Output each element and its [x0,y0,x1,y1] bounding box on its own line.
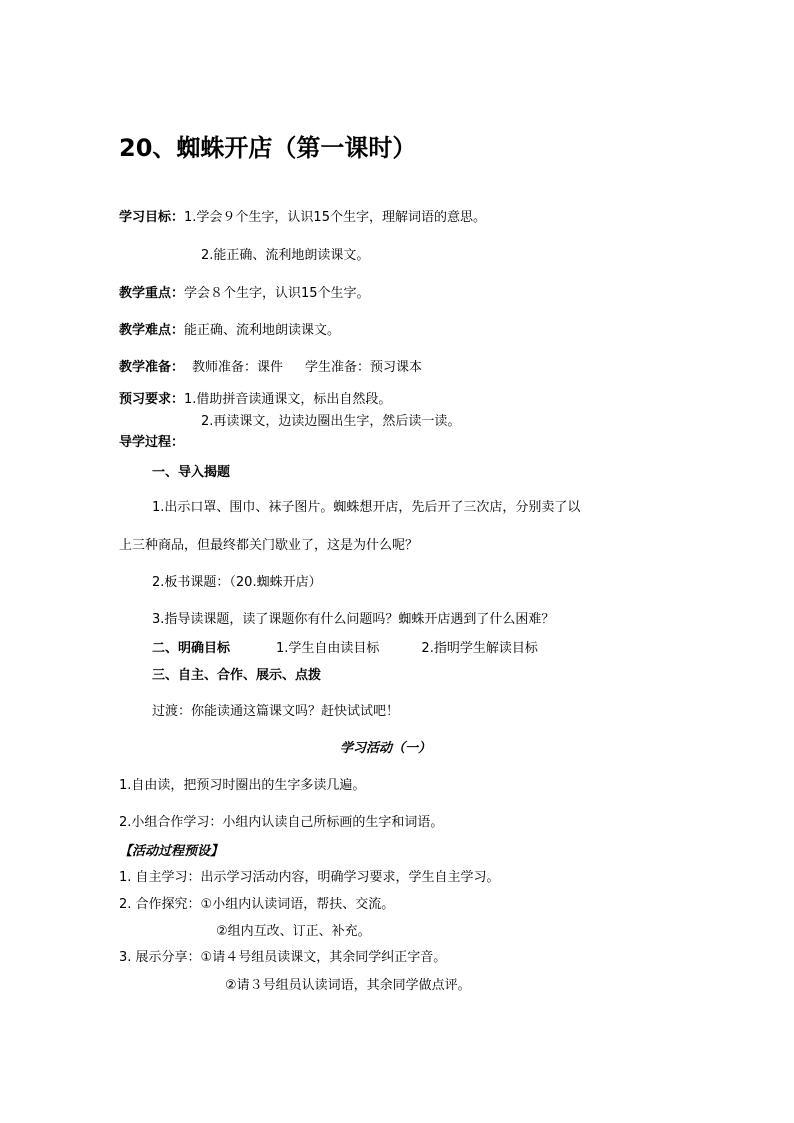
activity-preset-label: 【活动过程预设】 [119,844,224,859]
preparation-label: 教学准备： [119,360,185,375]
section2-item-1: 1.学生自由读目标 [276,641,380,656]
preparation-student: 学生准备：预习课本 [305,360,423,375]
preview-item-1: 1.借助拼音读通课文，标出自然段。 [184,392,392,407]
activity-title: 学习活动（一） [340,741,432,756]
preparation-row [119,356,422,375]
section2-item-2: 2.指明学生解读目标 [421,641,538,656]
preset-step-3b: ②请３号组员认读词语，其余同学做点评。 [225,978,471,993]
key-points-row [119,282,370,301]
objectives-label: 学习目标： [119,210,185,225]
key-points-text: 学会８个生字，认识15个生字。 [184,286,370,301]
preview-item-2: 2.再读课文，边读边圈出生字，然后读一读。 [201,414,461,429]
preparation-teacher: 教师准备：课件 [192,360,284,375]
section3-transition: 过渡：你能读通这篇课文吗？赶快试试吧！ [152,704,400,719]
section1-paragraph-1b: 上三种商品，但最终都关门歇业了，这是为什么呢？ [119,538,419,553]
difficulties-label: 教学难点： [119,323,185,338]
preview-label: 预习要求： [119,392,185,407]
section1-paragraph-2: 2.板书课题：（20.蜘蛛开店） [152,575,322,590]
process-label: 导学过程： [119,435,185,450]
key-points-label: 教学重点： [119,286,185,301]
section3-heading: 三、自主、合作、展示、点拨 [152,668,322,683]
section1-paragraph-1a: 1.出示口罩、围巾、袜子图片。蜘蛛想开店，先后开了三次店，分别卖了以 [152,500,581,515]
activity-item-2: 2.小组合作学习：小组内认读自己所标画的生字和词语。 [119,815,444,830]
preview-row [119,388,391,407]
objectives-row [119,206,486,225]
objective-item-2: 2.能正确、流利地朗读课文。 [201,248,370,263]
preset-step-3a: 3. 展示分享：①请４号组员读课文，其余同学纠正字音。 [119,950,447,965]
preset-step-1: 1. 自主学习：出示学习活动内容，明确学习要求，学生自主学习。 [119,870,500,885]
activity-item-1: 1.自由读，把预习时圈出的生字多读几遍。 [119,778,366,793]
section1-paragraph-3: 3.指导读课题，读了课题你有什么问题吗？蜘蛛开店遇到了什么困难？ [152,612,555,627]
preset-step-2b: ②组内互改、订正、补充。 [216,924,371,939]
section1-heading: 一、导入揭题 [152,465,231,480]
section2-heading: 二、明确目标 [152,641,231,656]
difficulties-text: 能正确、流利地朗读课文。 [184,323,341,338]
section2-row [152,637,538,656]
preset-step-2a: 2. 合作探究：①小组内认读词语，帮扶、交流。 [119,897,395,912]
page-title: 20、蜘蛛开店（第一课时） [119,134,417,162]
difficulties-row [119,319,340,338]
objective-item-1: 1.学会９个生字，认识15个生字，理解词语的意思。 [184,210,486,225]
